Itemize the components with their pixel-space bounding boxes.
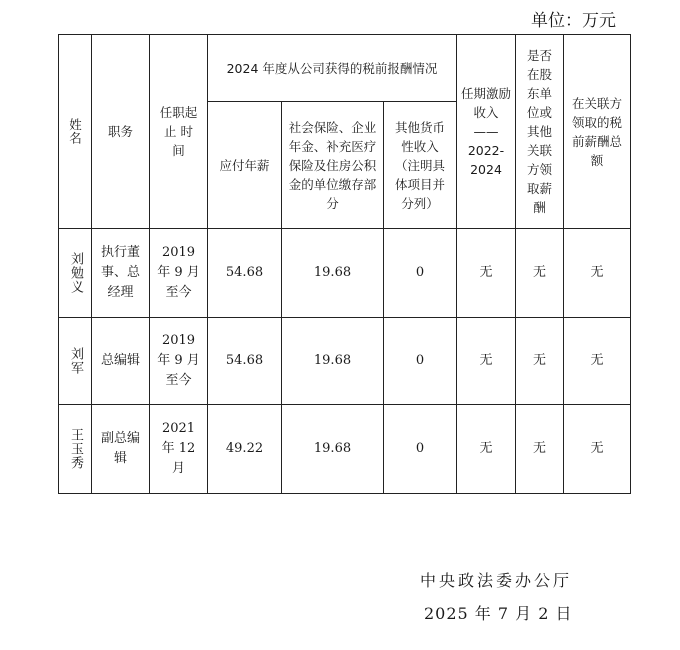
unit-label: 单位：万元 (531, 11, 616, 31)
cell-salary: 54.68 (208, 229, 282, 318)
cell-shareholder: 无 (516, 318, 564, 405)
cell-social: 19.68 (282, 318, 384, 405)
cell-related: 无 (564, 405, 631, 494)
header-incentive: 任期激励收入 —— 2022-2024 (457, 35, 516, 229)
cell-position: 副总编辑 (92, 405, 150, 494)
cell-incentive: 无 (457, 318, 516, 405)
header-term: 任职起止 时间 (150, 35, 208, 229)
cell-term: 2019 年 9 月至今 (150, 318, 208, 405)
table-row (59, 405, 631, 494)
cell-shareholder: 无 (516, 229, 564, 318)
footer-organization: 中央政法委办公厅 (420, 571, 573, 590)
cell-other: 0 (384, 405, 457, 494)
cell-other: 0 (384, 318, 457, 405)
header-position: 职务 (92, 35, 150, 229)
header-social: 社会保险、企业年金、补充医疗保险及住房公积金的单位缴存部分 (282, 102, 384, 229)
cell-shareholder: 无 (516, 405, 564, 494)
header-related: 在关联方领取的税前薪酬总额 (564, 35, 631, 229)
cell-name: 刘勉义 (59, 229, 92, 318)
header-other: 其他货币性收入（注明具体项目并分列） (384, 102, 457, 229)
footer-date: 2025 年 7 月 2 日 (424, 604, 573, 623)
cell-related: 无 (564, 229, 631, 318)
cell-name: 刘军 (59, 318, 92, 405)
cell-name: 王玉秀 (59, 405, 92, 494)
cell-related: 无 (564, 318, 631, 405)
cell-incentive: 无 (457, 229, 516, 318)
cell-position: 执行董事、总经理 (92, 229, 150, 318)
table-row (59, 229, 631, 318)
cell-social: 19.68 (282, 405, 384, 494)
cell-incentive: 无 (457, 405, 516, 494)
header-group: 2024 年度从公司获得的税前报酬情况 (208, 35, 457, 102)
cell-salary: 54.68 (208, 318, 282, 405)
cell-salary: 49.22 (208, 405, 282, 494)
header-salary: 应付年薪 (208, 102, 282, 229)
cell-term: 2021 年 12 月 (150, 405, 208, 494)
cell-social: 19.68 (282, 229, 384, 318)
cell-other: 0 (384, 229, 457, 318)
cell-term: 2019 年 9 月至今 (150, 229, 208, 318)
salary-table (58, 34, 631, 494)
cell-position: 总编辑 (92, 318, 150, 405)
header-name: 姓名 (59, 35, 92, 229)
header-shareholder: 是否在股东单位或其他关联方领取薪酬 (516, 35, 564, 229)
table-row (59, 318, 631, 405)
